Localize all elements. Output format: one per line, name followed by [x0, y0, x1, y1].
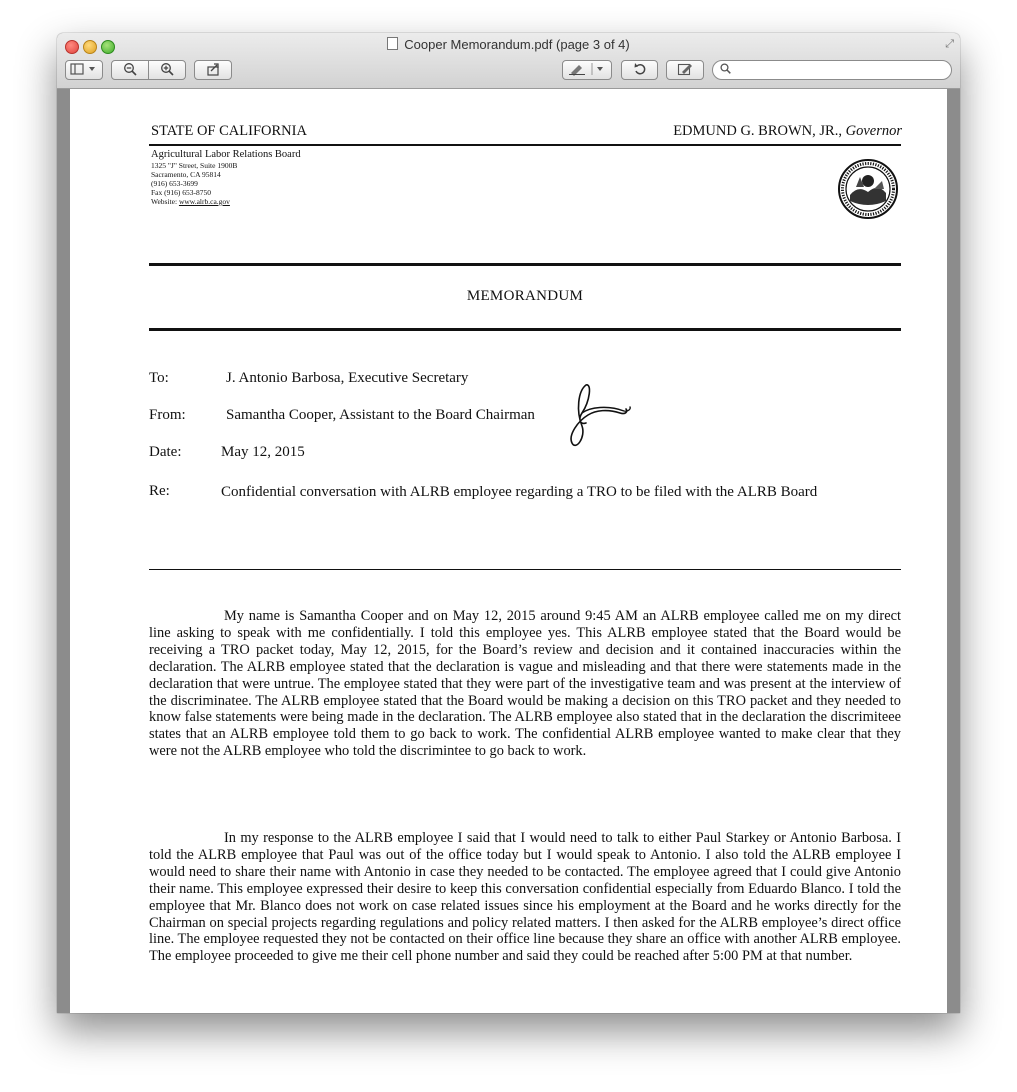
from-label: From:	[149, 407, 186, 423]
website-label: Website:	[151, 197, 179, 206]
window-title-text: Cooper Memorandum.pdf (page 3 of 4)	[404, 37, 630, 52]
zoom-in-icon	[160, 62, 174, 76]
zoom-out-button[interactable]	[111, 60, 149, 80]
body-paragraph-2-text: In my response to the ALRB employee I said that I would need to talk to either Paul Starkey or Antonio Barbosa. I told the ALRB employee that Paul was out of the office today but I would speak to Antonio. I also told the ALRB employee I would need to share their name with Antonio in case they needed to be contacted. The employee agreed that I could give Antonio their name. This employee expressed their desire to keep this conversation confidential especially from Eduardo Blanco. I told the employee that Mr. Blanco does not work on case related issues since his employment at the Board and he works directly for the Chairman on special projects regarding regulations and policy related matters. I then asked for the ALRB employee’s direct office line. The employee requested they not be contacted on their office line because they share an office with another ALRB employee. The employee proceeded to give me their cell phone number and said they could be reached after 5:00 PM at that number.	[149, 830, 901, 965]
agency-name: Agricultural Labor Relations Board	[151, 149, 301, 160]
search-field[interactable]	[712, 60, 952, 80]
to-value: J. Antonio Barbosa, Executive Secretary	[226, 370, 469, 386]
pdf-page	[70, 89, 947, 1013]
agency-address: 1325 "J" Street, Suite 1900B	[151, 161, 238, 170]
governor-heading	[673, 123, 902, 140]
pdf-document-icon	[387, 37, 398, 50]
window-title	[57, 37, 960, 52]
pen-icon	[565, 62, 609, 76]
agency-city: Sacramento, CA 95814	[151, 170, 221, 179]
to-label: To:	[149, 370, 169, 386]
document-viewer[interactable]	[57, 89, 960, 1013]
zoom-out-icon	[123, 62, 137, 76]
subject-rule	[149, 569, 901, 570]
re-label: Re:	[149, 483, 170, 499]
website-link[interactable]: www.alrb.ca.gov	[178, 197, 230, 206]
letterhead-rule	[149, 144, 901, 146]
rotate-button[interactable]	[621, 60, 658, 80]
from-value: Samantha Cooper, Assistant to the Board Chairman	[226, 407, 535, 423]
header-rule-bottom	[149, 328, 901, 331]
annotate-icon	[677, 62, 693, 76]
annotate-button[interactable]	[666, 60, 704, 80]
agency-phone: (916) 653-3699	[151, 179, 198, 188]
re-value: Confidential conversation with ALRB employee regarding a TRO to be filed with the ALRB Board	[221, 484, 818, 500]
handwritten-initials-signature	[568, 381, 648, 451]
share-icon	[206, 62, 220, 76]
memo-title: MEMORANDUM	[466, 288, 584, 304]
agency-block	[151, 149, 301, 206]
sidebar-view-button[interactable]	[65, 60, 103, 80]
markup-pen-button[interactable]	[562, 60, 612, 80]
body-paragraph-1-text: My name is Samantha Cooper and on May 12, 2015 around 9:45 AM an ALRB employee called me on my direct line asking to speak with me confidentially. I told this employee yes. This ALRB employee stated that the Board would be receiving a TRO packet today, May 12, 2015, for the Board’s review and decision and it contained inaccuracies within the declaration. The ALRB employee stated that the declaration is vague and misleading and that there were statements made in the declaration that were untrue. The employee stated that they were part of the investigative team and was present at the interview of the discriminatee. The ALRB employee stated that the Board would be making a decision on this TRO packet and they needed to know false statements were being made in the declaration. The ALRB employee also stated that in the declaration the discrimiteee states that an ALRB employee told them to go back to work. The confidential ALRB employee wanted to make clear that they were not the ALRB employee who told the discrimintee to go back to work.	[149, 608, 901, 760]
body-paragraph-1	[149, 608, 901, 760]
search-input[interactable]	[735, 63, 944, 79]
rotate-icon	[633, 62, 647, 76]
date-value: May 12, 2015	[221, 444, 305, 460]
header-rule-top	[149, 263, 901, 266]
search-icon	[720, 62, 731, 76]
title-bar[interactable]	[57, 33, 960, 89]
fullscreen-icon[interactable]: ⤢	[945, 38, 954, 50]
agency-fax: Fax (916) 653-8750	[151, 188, 211, 197]
date-label: Date:	[149, 444, 182, 460]
body-paragraph-2	[149, 830, 901, 965]
share-button[interactable]	[194, 60, 232, 80]
state-seal-icon	[838, 159, 898, 219]
zoom-in-button[interactable]	[148, 60, 186, 80]
state-heading: STATE OF CALIFORNIA	[151, 123, 307, 139]
governor-title: Governor	[845, 123, 902, 139]
sidebar-icon	[69, 62, 99, 76]
governor-name: EDMUND G. BROWN, JR.,	[673, 123, 846, 139]
agency-website	[151, 197, 301, 206]
preview-window	[57, 33, 960, 1013]
